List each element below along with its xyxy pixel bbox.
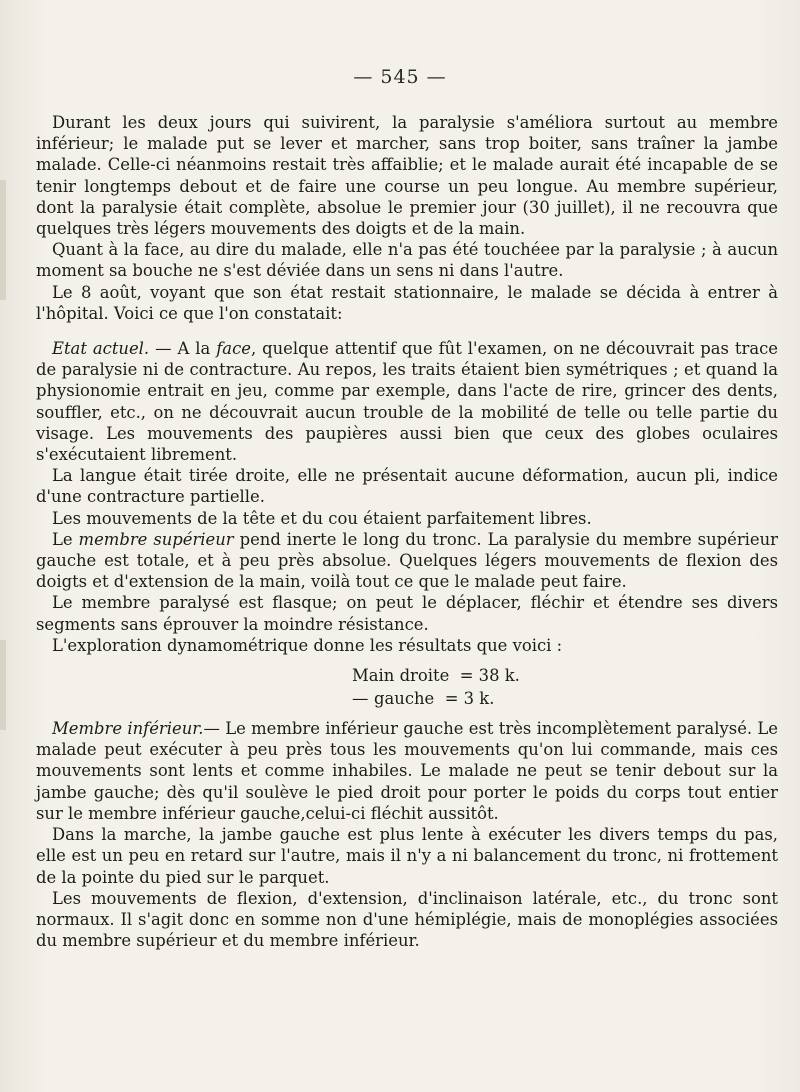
formula-value: = 3 k. bbox=[444, 689, 495, 709]
paragraph-membre-superieur bbox=[36, 529, 778, 593]
text-run: — Le membre inférieur gauche est très incomplètement paralysé. Le malade peut exécuter à peu près tous les mouvements qu'on lui commande, mais ces mouvements sont lents et comme inhabiles. Le malade ne peut se tenir debout sur la jambe gauche; dès qu'il soulève le pied droit pour porter le poids du corps tout entier sur le membre inférieur gauche,celui-ci fléchit aussitôt. bbox=[36, 719, 778, 823]
text-run: Le bbox=[52, 529, 79, 549]
paragraph: Les mouvements de flexion, d'extension, d'inclinaison latérale, etc., du tronc sont normaux. Il s'agit donc en somme non d'une hémiplégie, mais de monoplégies associées du membre supérieur et du membre inférieur. bbox=[36, 888, 778, 951]
dynamometer-right bbox=[36, 664, 778, 687]
section-label: Membre inférieur. bbox=[52, 719, 204, 739]
paragraph-membre-inferieur bbox=[36, 718, 778, 824]
text-run: , quelque attentif que fût l'examen, on ne découvrait pas trace de paralysie ni de contracture. Au repos, les traits étaient bien symétriques ; et quand la physionomie entrait en jeu, comme par exemple, dans l'acte de rire, grincer des dents, souffler, etc., on ne découvrait aucun trouble de la mobilité de telle ou telle partie du visage. Les mouvements des paupières aussi bien que ceux des globes oculaires s'exécutaient librement. bbox=[36, 339, 778, 465]
paragraph: Quant à la face, au dire du malade, elle n'a pas été touchéee par la paralysie ; à aucun moment sa bouche ne s'est déviée dans un sens ni dans l'autre. bbox=[36, 240, 778, 281]
page-edge-shadow bbox=[0, 180, 6, 300]
paragraph: Durant les deux jours qui suivirent, la paralysie s'améliora surtout au membre inférieur; le malade put se lever et marcher, sans trop boiter, sans traîner la jambe malade. Celle-ci néanmoins restait très affaiblie; et le malade aurait été incapable de se tenir longtemps debout et de faire une course un peu longue. Au membre supérieur, dont la paralysie était complète, absolue le premier jour (30 juillet), il ne recouvra que quelques très légers mouvements des doigts et de la main. bbox=[36, 113, 778, 239]
paragraph: Le membre paralysé est flasque; on peut le déplacer, fléchir et étendre ses divers segments sans éprouver la moindre résistance. bbox=[36, 593, 778, 634]
paragraph: La langue était tirée droite, elle ne présentait aucune déformation, aucun pli, indice d'une contracture partielle. bbox=[36, 466, 778, 507]
dynamometer-left bbox=[36, 687, 778, 710]
formula-label: Main droite bbox=[352, 666, 450, 686]
formula-value: = 38 k. bbox=[459, 666, 520, 686]
emphasis: membre supérieur bbox=[78, 529, 234, 549]
formula-label: gauche bbox=[374, 689, 435, 709]
emphasis: face bbox=[216, 339, 251, 359]
text-run: pend inerte le long du tronc. La paralysie du membre supérieur gauche est totale, et à peu près absolue. Quelques légers mouvements de flexion des doigts et d'extension de la main, voilà tout ce que le malade peut faire. bbox=[36, 529, 778, 592]
formula-dash: — bbox=[352, 689, 369, 709]
paragraph: Dans la marche, la jambe gauche est plus lente à exécuter les divers temps du pas, elle est un peu en retard sur l'autre, mais il n'y a ni balancement du tronc, ni frottement de la pointe du pied sur le parquet. bbox=[36, 825, 778, 887]
body-text bbox=[36, 112, 778, 951]
paragraph: L'exploration dynamométrique donne les résultats que voici : bbox=[52, 635, 563, 655]
text-run: — A la bbox=[149, 339, 217, 359]
page-edge-shadow bbox=[0, 640, 6, 730]
page-number: — 545 — bbox=[353, 66, 447, 88]
paragraph: Les mouvements de la tête et du cou étaient parfaitement libres. bbox=[52, 508, 592, 528]
paragraph: Le 8 août, voyant que son état restait stationnaire, le malade se décida à entrer à l'hôpital. Voici ce que l'on constatait: bbox=[36, 282, 778, 323]
section-label: Etat actuel. bbox=[52, 339, 150, 359]
paragraph-etat-actuel bbox=[36, 338, 778, 465]
